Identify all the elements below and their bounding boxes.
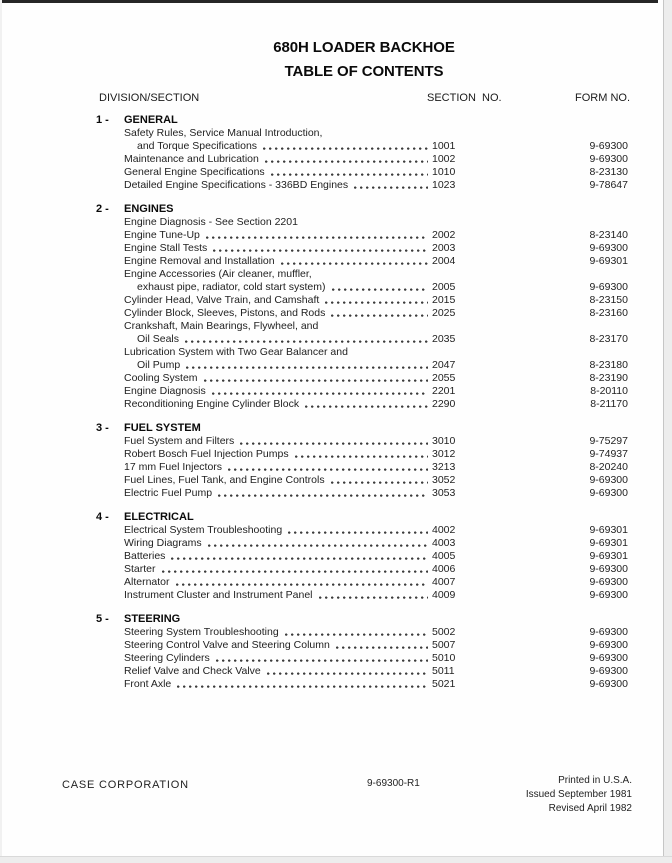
toc-row [124, 398, 628, 411]
row-title: Electric Fuel Pump [124, 487, 213, 499]
row-section-no: 4007 [432, 576, 456, 588]
row-title: Steering System Troubleshooting [124, 626, 279, 638]
page-title: 680H LOADER BACKHOE [273, 39, 455, 56]
toc-row [124, 242, 628, 255]
row-form-no: 9-69301 [589, 537, 628, 549]
row-section-no: 1010 [432, 166, 456, 178]
table-of-contents [96, 114, 628, 691]
dot-leader [186, 359, 428, 372]
dot-leader [271, 166, 428, 179]
row-section-no: 1023 [432, 179, 456, 191]
row-section-no: 1001 [432, 140, 456, 152]
dot-leader [185, 333, 428, 346]
row-section-no: 4003 [432, 537, 456, 549]
page-subtitle: TABLE OF CONTENTS [284, 63, 444, 80]
row-title: Cylinder Head, Valve Train, and Camshaft [124, 294, 320, 306]
toc-row [124, 524, 628, 537]
row-form-no: 9-69300 [589, 474, 628, 486]
dot-leader [336, 639, 428, 652]
row-section-no: 2201 [432, 385, 456, 397]
row-form-no: 8-23170 [589, 333, 628, 345]
section-number-label: 5 - [96, 613, 109, 625]
dot-leader [228, 461, 428, 474]
dot-leader [305, 398, 428, 411]
row-section-no: 4005 [432, 550, 456, 562]
row-section-no: 3213 [432, 461, 456, 473]
row-title: Batteries [124, 550, 166, 562]
dot-leader [213, 242, 428, 255]
row-title: Instrument Cluster and Instrument Panel [124, 589, 313, 601]
toc-row [124, 537, 628, 550]
row-section-no: 2025 [432, 307, 456, 319]
toc-row [124, 474, 628, 487]
row-title: Reconditioning Engine Cylinder Block [124, 398, 300, 410]
footer-issued: Issued September 1981 [525, 789, 632, 800]
row-form-no: 9-69300 [589, 563, 628, 575]
row-section-no: 3012 [432, 448, 456, 460]
section-heading: GENERAL [124, 114, 178, 126]
row-title: Lubrication System with Two Gear Balancer and [124, 346, 348, 358]
row-section-no: 5010 [432, 652, 456, 664]
row-title: and Torque Specifications [137, 140, 258, 152]
row-title: Engine Removal and Installation [124, 255, 275, 267]
row-form-no: 8-23150 [589, 294, 628, 306]
section-heading: ENGINES [124, 203, 174, 215]
row-section-no: 2047 [432, 359, 456, 371]
row-form-no: 9-69300 [589, 678, 628, 690]
toc-row [124, 229, 628, 242]
toc-row [124, 550, 628, 563]
row-form-no: 8-20110 [590, 385, 628, 397]
row-title: Crankshaft, Main Bearings, Flywheel, and [124, 320, 319, 332]
row-form-no: 9-69300 [589, 153, 628, 165]
row-title: Alternator [124, 576, 170, 588]
row-form-no: 9-69300 [589, 242, 628, 254]
row-section-no: 5011 [432, 665, 455, 677]
toc-row [124, 626, 628, 639]
section-heading-row [96, 114, 628, 127]
toc-row [124, 678, 628, 691]
toc-row [124, 127, 628, 140]
section-heading: STEERING [124, 613, 181, 625]
dot-leader [267, 665, 428, 678]
row-section-no: 3052 [432, 474, 456, 486]
scan-edge-top [0, 0, 658, 3]
section-rows [96, 435, 628, 500]
row-form-no: 8-20240 [589, 461, 628, 473]
dot-leader [354, 179, 428, 192]
section-heading-row [96, 203, 628, 216]
row-title: Fuel Lines, Fuel Tank, and Engine Controls [124, 474, 325, 486]
row-title: Engine Diagnosis [124, 385, 206, 397]
toc-row [124, 435, 628, 448]
section-rows [96, 216, 628, 411]
row-title: Engine Accessories (Air cleaner, muffler, [124, 268, 312, 280]
scan-edge-bottom [0, 856, 672, 863]
row-title: Steering Control Valve and Steering Column [124, 639, 330, 651]
row-section-no: 2005 [432, 281, 456, 293]
footer-company: CASE CORPORATION [62, 779, 189, 791]
toc-row [124, 307, 628, 320]
column-header-form-no: FORM NO. [575, 92, 630, 104]
row-form-no: 8-23130 [589, 166, 628, 178]
section-rows [96, 127, 628, 192]
dot-leader [331, 474, 428, 487]
toc-section [96, 203, 628, 411]
toc-section [96, 613, 628, 691]
row-title: Detailed Engine Specifications - 336BD Engines [124, 179, 349, 191]
dot-leader [265, 153, 428, 166]
toc-row [124, 461, 628, 474]
row-form-no: 9-69300 [589, 652, 628, 664]
dot-leader [162, 563, 428, 576]
row-section-no: 2290 [432, 398, 456, 410]
row-title: Cylinder Block, Sleeves, Pistons, and Rods [124, 307, 326, 319]
section-number-label: 1 - [96, 114, 109, 126]
row-title: Oil Seals [137, 333, 180, 345]
row-section-no: 2004 [432, 255, 456, 267]
dot-leader [281, 255, 428, 268]
row-title: Maintenance and Lubrication [124, 153, 259, 165]
toc-section [96, 114, 628, 192]
dot-leader [288, 524, 428, 537]
row-title: Front Axle [124, 678, 172, 690]
row-title: Fuel System and Filters [124, 435, 235, 447]
row-section-no: 4006 [432, 563, 456, 575]
row-form-no: 9-69300 [589, 665, 628, 677]
row-section-no: 5002 [432, 626, 456, 638]
toc-row [124, 576, 628, 589]
row-section-no: 3053 [432, 487, 456, 499]
toc-row [124, 589, 628, 602]
row-title: Engine Diagnosis - See Section 2201 [124, 216, 298, 228]
row-title: Steering Cylinders [124, 652, 210, 664]
dot-leader [176, 576, 428, 589]
dot-leader [206, 229, 428, 242]
row-title: Relief Valve and Check Valve [124, 665, 261, 677]
row-form-no: 9-69301 [589, 550, 628, 562]
row-form-no: 8-21170 [590, 398, 628, 410]
row-title: Electrical System Troubleshooting [124, 524, 283, 536]
toc-row [124, 448, 628, 461]
row-section-no: 5007 [432, 639, 456, 651]
dot-leader [263, 140, 428, 153]
row-form-no: 9-69300 [589, 487, 628, 499]
dot-leader [295, 448, 428, 461]
row-form-no: 9-69300 [589, 281, 628, 293]
dot-leader [204, 372, 428, 385]
toc-row [124, 639, 628, 652]
row-section-no: 3010 [432, 435, 456, 447]
toc-row [124, 652, 628, 665]
section-number-label: 4 - [96, 511, 109, 523]
column-headers [0, 92, 672, 105]
row-form-no: 8-23190 [589, 372, 628, 384]
dot-leader [218, 487, 428, 500]
footer-printed: Printed in U.S.A. [558, 775, 632, 786]
toc-row [124, 166, 628, 179]
dot-leader [212, 385, 428, 398]
row-section-no: 2002 [432, 229, 456, 241]
row-section-no: 4009 [432, 589, 456, 601]
row-title: Engine Stall Tests [124, 242, 208, 254]
row-title: Starter [124, 563, 156, 575]
toc-row [124, 359, 628, 372]
row-form-no: 9-69300 [589, 639, 628, 651]
column-header-division: DIVISION/SECTION [99, 92, 200, 104]
dot-leader [177, 678, 428, 691]
row-form-no: 9-69300 [589, 576, 628, 588]
section-heading: ELECTRICAL [124, 511, 194, 523]
row-form-no: 9-69301 [589, 524, 628, 536]
row-form-no: 9-69300 [589, 140, 628, 152]
row-section-no: 2035 [432, 333, 456, 345]
column-header-section-no: SECTION NO. [427, 92, 502, 104]
toc-row [124, 153, 628, 166]
toc-row [124, 179, 628, 192]
row-form-no: 9-75297 [589, 435, 628, 447]
toc-row [124, 216, 628, 229]
toc-row [124, 255, 628, 268]
toc-row [124, 665, 628, 678]
section-heading-row [96, 511, 628, 524]
section-number-label: 3 - [96, 422, 109, 434]
toc-row [124, 281, 628, 294]
row-title: Safety Rules, Service Manual Introduction, [124, 127, 323, 139]
toc-section [96, 511, 628, 602]
section-heading-row [96, 613, 628, 626]
section-rows [96, 626, 628, 691]
dot-leader [325, 294, 428, 307]
toc-row [124, 346, 628, 359]
row-form-no: 9-69300 [589, 626, 628, 638]
footer-form-number: 9-69300-R1 [367, 778, 420, 789]
row-section-no: 2055 [432, 372, 456, 384]
row-title: 17 mm Fuel Injectors [124, 461, 223, 473]
row-title: Cooling System [124, 372, 198, 384]
row-form-no: 9-69301 [589, 255, 628, 267]
section-number-label: 2 - [96, 203, 109, 215]
row-section-no: 5021 [432, 678, 456, 690]
toc-row [124, 487, 628, 500]
dot-leader [319, 589, 428, 602]
scan-edge-right [663, 0, 672, 863]
toc-row [124, 333, 628, 346]
scan-edge-left [0, 0, 2, 863]
row-section-no: 4002 [432, 524, 456, 536]
row-form-no: 9-78647 [589, 179, 628, 191]
row-form-no: 9-69300 [589, 589, 628, 601]
toc-row [124, 140, 628, 153]
section-heading: FUEL SYSTEM [124, 422, 201, 434]
row-section-no: 1002 [432, 153, 456, 165]
footer-print-info [526, 774, 632, 816]
row-title: Wiring Diagrams [124, 537, 202, 549]
row-form-no: 9-74937 [589, 448, 628, 460]
footer-revised: Revised April 1982 [548, 803, 632, 814]
toc-row [124, 268, 628, 281]
section-rows [96, 524, 628, 602]
dot-leader [216, 652, 428, 665]
toc-row [124, 320, 628, 333]
toc-row [124, 372, 628, 385]
toc-section [96, 422, 628, 500]
dot-leader [171, 550, 428, 563]
dot-leader [285, 626, 428, 639]
row-title: exhaust pipe, radiator, cold start system) [137, 281, 326, 293]
row-section-no: 2003 [432, 242, 456, 254]
dot-leader [208, 537, 428, 550]
row-section-no: 2015 [432, 294, 456, 306]
toc-row [124, 294, 628, 307]
row-form-no: 8-23180 [589, 359, 628, 371]
row-title: Robert Bosch Fuel Injection Pumps [124, 448, 289, 460]
section-heading-row [96, 422, 628, 435]
dot-leader [331, 307, 428, 320]
dot-leader [332, 281, 428, 294]
row-title: Engine Tune-Up [124, 229, 200, 241]
row-title: Oil Pump [137, 359, 181, 371]
toc-row [124, 385, 628, 398]
dot-leader [240, 435, 428, 448]
row-title: General Engine Specifications [124, 166, 265, 178]
toc-row [124, 563, 628, 576]
row-form-no: 8-23160 [589, 307, 628, 319]
row-form-no: 8-23140 [589, 229, 628, 241]
